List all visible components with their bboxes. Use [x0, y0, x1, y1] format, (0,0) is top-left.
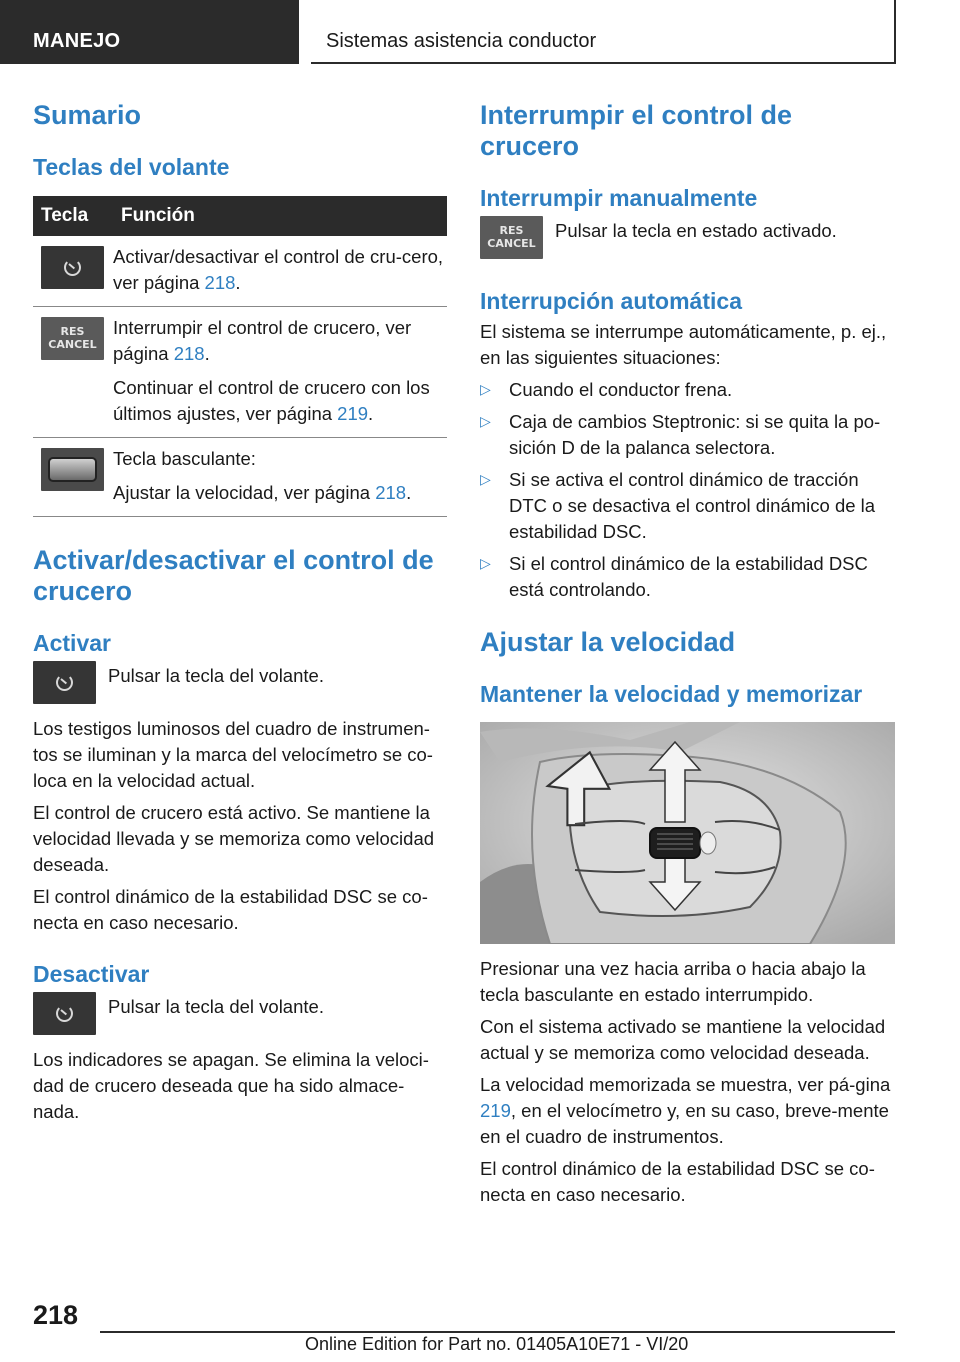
manual-key-text: Pulsar la tecla en estado activado.	[555, 220, 837, 241]
heading-keep: Mantener la velocidad y memorizar	[480, 681, 863, 707]
keep-paragraph: La velocidad memorizada se muestra, ver pá-gina 219, en el velocímetro y, en su caso, breve-mente en el cuadro de instrumentos.	[480, 1074, 891, 1147]
table-header-key: Tecla	[33, 196, 113, 236]
header-section: MANEJO	[33, 30, 121, 52]
row-text: Interrumpir el control de crucero, ver página 218.	[113, 317, 412, 364]
table-row	[33, 438, 447, 517]
keep-paragraph: Presionar una vez hacia arriba o hacia abajo la tecla basculante en estado interrumpido.	[480, 958, 866, 1005]
steering-wheel-illustration	[480, 722, 895, 944]
activar-paragraph: Los testigos luminosos del cuadro de instrumen-tos se iluminan y la marca del velocímetro se co-loca en la velocidad actual.	[33, 718, 433, 791]
header-chapter-tab	[311, 0, 896, 64]
section-title-speed: Ajustar la velocidad	[480, 627, 736, 657]
list-item: ▷ Si se activa el control dinámico de tracción DTC o se desactiva el control dinámico de la estabilidad DSC.	[480, 467, 895, 545]
row-text: Continuar el control de crucero con los últimos ajustes, ver página 219.	[113, 377, 430, 424]
rocker-switch-icon	[41, 448, 104, 491]
heading-activar: Activar	[33, 630, 111, 656]
section-title-interrumpir: Interrumpir el control de crucero	[480, 100, 793, 161]
heading-auto: Interrupción automática	[480, 288, 742, 314]
page-number: 218	[33, 1300, 79, 1330]
right-column	[480, 100, 895, 1208]
activar-paragraph: El control dinámico de la estabilidad DSC se co-necta en caso necesario.	[33, 886, 428, 933]
section-title-sumario: Sumario	[33, 100, 142, 130]
desactivar-key-row	[33, 992, 447, 1035]
activar-key-row	[33, 661, 447, 704]
desactivar-paragraph: Los indicadores se apagan. Se elimina la veloci-dad de crucero deseada que ha sido almace-nada.	[33, 1049, 429, 1122]
table-header-function: Función	[113, 196, 447, 236]
section-title-activate: Activar/desactivar el control de crucero	[33, 545, 434, 606]
footer-edition: Online Edition for Part no. 01405A10E71 - VI/20	[305, 1334, 689, 1354]
footer-divider	[100, 1331, 895, 1333]
res-cancel-icon: RES CANCEL	[480, 216, 543, 259]
list-item: ▷ Cuando el conductor frena.	[480, 377, 895, 403]
left-column	[33, 100, 447, 1125]
activar-paragraph: El control de crucero está activo. Se mantiene la velocidad llevada y se memoriza como velocidad deseada.	[33, 802, 435, 875]
keep-paragraph: El control dinámico de la estabilidad DSC se co-necta en caso necesario.	[480, 1158, 875, 1205]
subtitle-teclas: Teclas del volante	[33, 154, 230, 180]
heading-desactivar: Desactivar	[33, 961, 150, 987]
page-link[interactable]: 218	[173, 343, 205, 364]
table-row	[33, 307, 447, 438]
heading-manual: Interrumpir manualmente	[480, 185, 758, 211]
page-link[interactable]: 219	[337, 403, 369, 424]
auto-intro: El sistema se interrumpe automáticamente, p. ej., en las siguientes situaciones:	[480, 321, 887, 368]
header-section-tab	[0, 0, 299, 64]
manual-key-row	[480, 216, 895, 259]
header-chapter: Sistemas asistencia conductor	[326, 30, 597, 52]
cruise-control-icon	[33, 661, 96, 704]
page-link[interactable]: 219	[480, 1100, 511, 1121]
row-text: Activar/desactivar el control de cru-cero, ver página 218.	[113, 246, 444, 293]
desactivar-key-text: Pulsar la tecla del volante.	[108, 996, 324, 1017]
row-text: Ajustar la velocidad, ver página 218.	[113, 482, 412, 503]
keep-paragraph: Con el sistema activado se mantiene la velocidad actual y se memoriza como velocidad deseada.	[480, 1016, 886, 1063]
cruise-control-icon	[41, 246, 104, 289]
row-text: Tecla basculante:	[113, 448, 256, 469]
page-link[interactable]: 218	[375, 482, 407, 503]
table-row	[33, 236, 447, 307]
page-link[interactable]: 218	[204, 272, 236, 293]
auto-list	[480, 377, 895, 603]
list-item: ▷ Si el control dinámico de la estabilidad DSC está controlando.	[480, 551, 895, 603]
steering-keys-table	[33, 196, 447, 517]
cruise-control-icon	[33, 992, 96, 1035]
list-item: ▷ Caja de cambios Steptronic: si se quita la po-sición D de la palanca selectora.	[480, 409, 895, 461]
res-cancel-icon: RES CANCEL	[41, 317, 104, 360]
activar-key-text: Pulsar la tecla del volante.	[108, 665, 324, 686]
steering-wheel-rocker-photo	[480, 722, 895, 944]
